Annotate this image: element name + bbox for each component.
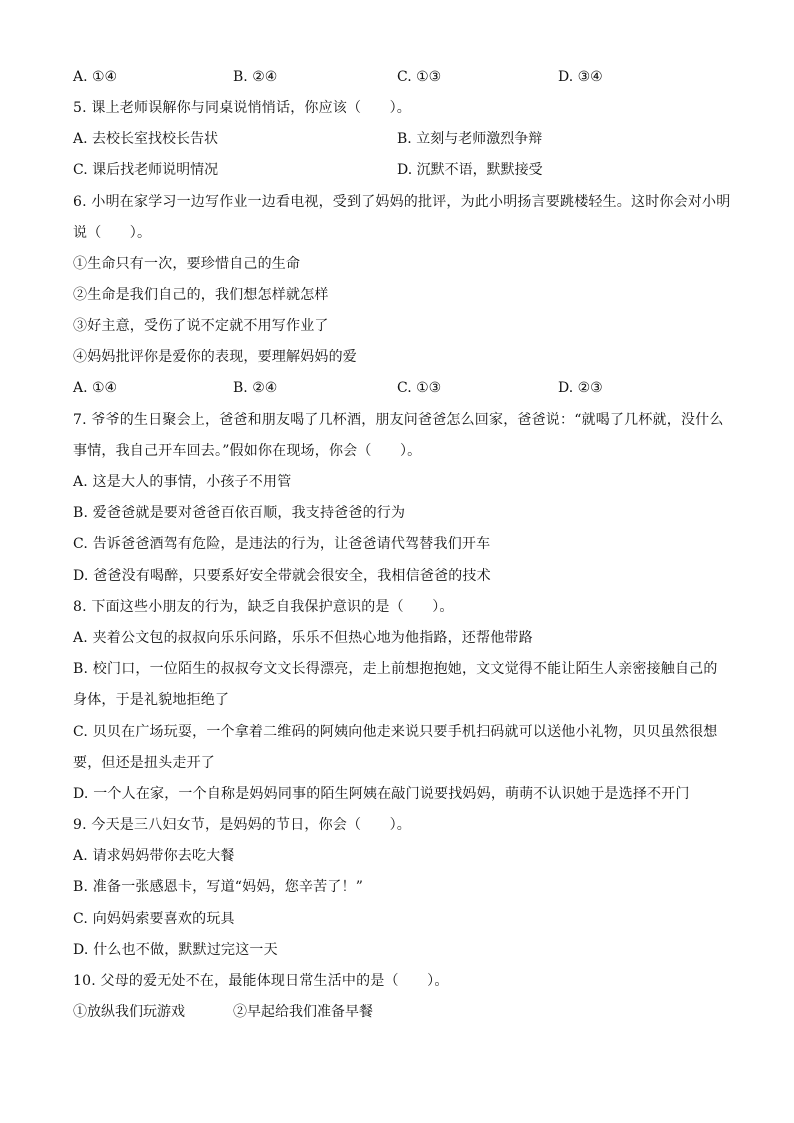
q5-option-b: B. 立刻与老师激烈争辩 <box>397 131 543 147</box>
q5-option-d: D. 沉默不语，默默接受 <box>397 162 543 178</box>
q7-option-b: B. 爱爸爸就是要对爸爸百依百顺，我支持爸爸的行为 <box>73 505 406 521</box>
q9-option-b: B. 准备一张感恩卡，写道“妈妈，您辛苦了！” <box>73 879 364 895</box>
q7-stem-line1: 7. 爷爷的生日聚会上，爸爸和朋友喝了几杯酒，朋友问爸爸怎么回家，爸爸说：“就喝了几杯就，没什么 <box>73 412 724 428</box>
q8-option-b-line2: 身体，于是礼貌地拒绝了 <box>73 692 230 708</box>
q6-stem-line2: 说（ ）。 <box>73 225 152 241</box>
q7-stem-line2: 事情，我自己开车回去。”假如你在现场，你会（ ）。 <box>73 443 422 459</box>
q10-stem: 10. 父母的爱无处不在，最能体现日常生活中的是（ ）。 <box>73 973 449 989</box>
q7-option-c: C. 告诉爸爸酒驾有危险，是违法的行为，让爸爸请代驾替我们开车 <box>73 536 491 552</box>
q8-option-c-line2: 要，但还是扭头走开了 <box>73 755 215 771</box>
q6-option-c: C. ①③ <box>397 380 442 396</box>
q8-stem: 8. 下面这些小朋友的行为，缺乏自我保护意识的是（ ）。 <box>73 599 454 615</box>
q6-item-1: ①生命只有一次，要珍惜自己的生命 <box>73 256 301 272</box>
q9-option-d: D. 什么也不做，默默过完这一天 <box>73 942 278 958</box>
q6-option-d: D. ②③ <box>558 380 603 396</box>
q5-option-c: C. 课后找老师说明情况 <box>73 162 219 178</box>
q6-item-4: ④妈妈批评你是爱你的表现，要理解妈妈的爱 <box>73 349 357 365</box>
q8-option-a: A. 夹着公文包的叔叔向乐乐问路，乐乐不但热心地为他指路，还帮他带路 <box>73 630 533 646</box>
q6-item-2: ②生命是我们自己的，我们想怎样就怎样 <box>73 287 329 303</box>
q6-item-3: ③好主意，受伤了说不定就不用写作业了 <box>73 318 329 334</box>
q6-option-b: B. ②④ <box>233 380 278 396</box>
q8-option-b-line1: B. 校门口，一位陌生的叔叔夸文文长得漂亮，走上前想抱抱她，文文觉得不能让陌生人亲密接触自己的 <box>73 661 718 677</box>
q8-option-c-line1: C. 贝贝在广场玩耍，一个拿着二维码的阿姨向他走来说只要手机扫码就可以送他小礼物，贝贝虽然很想 <box>73 724 718 740</box>
q10-item-2: ②早起给我们准备早餐 <box>233 1004 373 1020</box>
q4-option-a: A. ①④ <box>73 69 118 85</box>
q5-stem: 5. 课上老师误解你与同桌说悄悄话，你应该（ ）。 <box>73 100 412 116</box>
q8-option-d: D. 一个人在家，一个自称是妈妈同事的陌生阿姨在敲门说要找妈妈，萌萌不认识她于是选择不开门 <box>73 786 690 802</box>
q4-option-b: B. ②④ <box>233 69 278 85</box>
q4-option-d: D. ③④ <box>558 69 603 85</box>
q7-option-d: D. 爸爸没有喝醉，只要系好安全带就会很安全，我相信爸爸的技术 <box>73 568 491 584</box>
q9-option-a: A. 请求妈妈带你去吃大餐 <box>73 848 235 864</box>
q10-item-1: ①放纵我们玩游戏 <box>73 1004 185 1020</box>
q9-option-c: C. 向妈妈索要喜欢的玩具 <box>73 911 235 927</box>
q7-option-a: A. 这是大人的事情，小孩子不用管 <box>73 474 292 490</box>
q4-option-c: C. ①③ <box>397 69 442 85</box>
q9-stem: 9. 今天是三八妇女节，是妈妈的节日，你会（ ）。 <box>73 817 412 833</box>
q6-option-a: A. ①④ <box>73 380 118 396</box>
q6-stem-line1: 6. 小明在家学习一边写作业一边看电视，受到了妈妈的批评，为此小明扬言要跳楼轻生。这时你会对小明 <box>73 194 731 210</box>
q5-option-a: A. 去校长室找校长告状 <box>73 131 219 147</box>
